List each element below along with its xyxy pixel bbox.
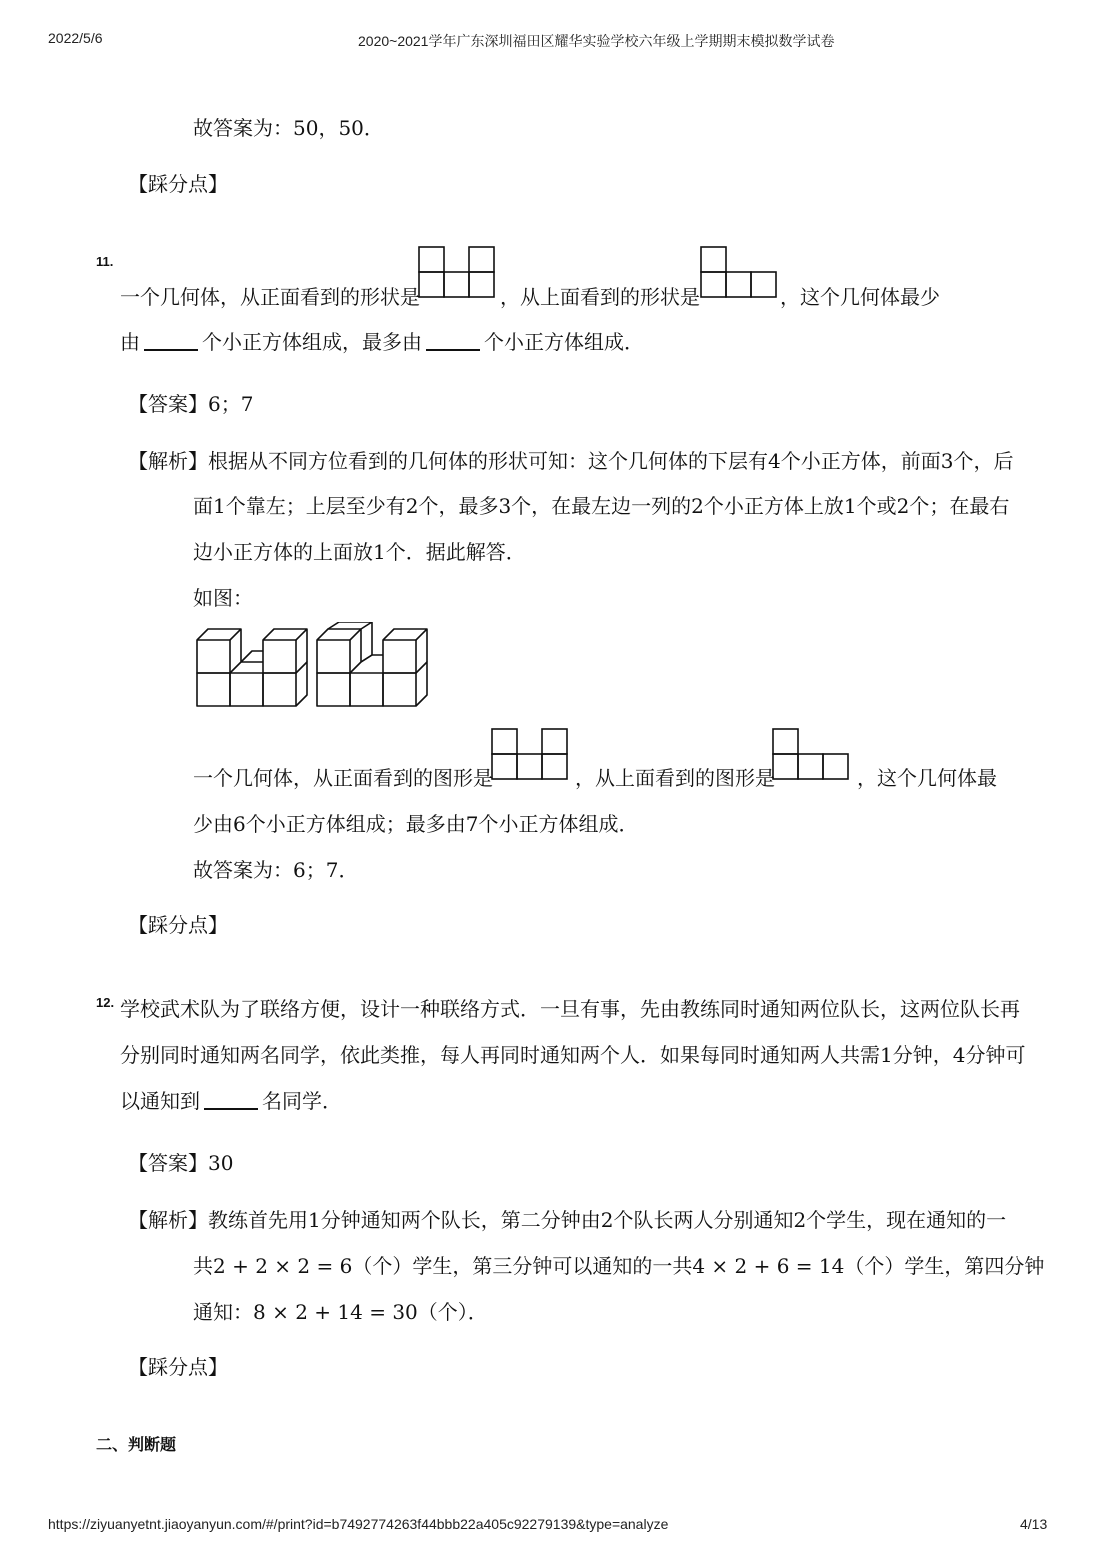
analysis-line: 【解析】教练首先用1分钟通知两个队长，第二分钟由2个队长两人分别通知2个学生，现在通知的一 [128, 1208, 1007, 1232]
points-label: 【踩分点】 [128, 913, 228, 937]
summary-part: 一个几何体，从正面看到的图形是 [193, 766, 493, 790]
question-text-part: ，这个几何体最少 [780, 285, 940, 309]
points-label: 【踩分点】 [128, 1355, 228, 1379]
top-view-figure [772, 728, 852, 782]
analysis-line: 边小正方体的上面放1个．据此解答． [193, 540, 526, 564]
question-number: 12. [96, 995, 115, 1010]
points-label: 【踩分点】 [128, 172, 228, 196]
analysis-line: 通知：8 × 2 + 14 = 30（个）． [193, 1300, 488, 1324]
front-view-figure [491, 728, 571, 782]
question-text-part: 以通知到 [120, 1089, 200, 1113]
question-text-part: 个小正方体组成． [484, 330, 644, 354]
question-text-part: 名同学． [262, 1089, 342, 1113]
analysis-line: 共2 + 2 × 2 = 6（个）学生，第三分钟可以通知的一共4 × 2 + 6 = 14（个）学生，第四分钟 [193, 1254, 1045, 1278]
document-title: 2020~2021学年广东深圳福田区耀华实验学校六年级上学期期末模拟数学试卷 [358, 33, 835, 49]
question-number: 11. [96, 254, 114, 269]
summary-part: ，从上面看到的图形是 [575, 766, 775, 790]
top-view-figure [700, 246, 780, 300]
question-text [120, 285, 940, 309]
page-number: 4/13 [1020, 1516, 1048, 1532]
answer-blank [204, 1090, 258, 1110]
summary-part: ，这个几何体最 [857, 766, 997, 790]
source-url[interactable]: https://ziyuanyetnt.jiaoyanyun.com/#/print?id=b7492774263f44bbb22a405c92279139&type=analyze [48, 1516, 669, 1532]
question-text-part: 个小正方体组成，最多由 [202, 330, 422, 354]
question-text: 学校武术队为了联络方便，设计一种联络方式．一旦有事，先由教练同时通知两位队长，这两位队长再 [120, 997, 1020, 1021]
answer-blank [144, 331, 198, 351]
question-text-part: 一个几何体，从正面看到的形状是 [120, 285, 420, 309]
summary-line [193, 766, 997, 790]
question-text-line3 [120, 1089, 342, 1113]
answer-label: 【答案】6；7 [128, 392, 254, 416]
question-text-line2 [120, 330, 644, 354]
question-text: 分别同时通知两名同学，依此类推，每人再同时通知两个人．如果每同时通知两人共需1分钟，4分钟可 [120, 1043, 1026, 1067]
cube-arrangement-figure [195, 622, 435, 710]
answer-label: 【答案】30 [128, 1151, 234, 1175]
analysis-line: 面1个靠左；上层至少有2个，最多3个，在最左边一列的2个小正方体上放1个或2个；在最右 [193, 494, 1010, 518]
figure-caption: 如图： [193, 586, 253, 610]
front-view-figure [418, 246, 498, 300]
print-date: 2022/5/6 [48, 30, 103, 46]
analysis-line: 【解析】根据从不同方位看到的几何体的形状可知：这个几何体的下层有4个小正方体，前面3个，后 [128, 449, 1014, 473]
question-text-part: 由 [120, 330, 140, 354]
question-text-part: ，从上面看到的形状是 [500, 285, 700, 309]
answer-blank [426, 331, 480, 351]
section-heading: 二、判断题 [96, 1437, 177, 1454]
answer-line: 故答案为：50，50． [193, 116, 384, 140]
summary-line: 少由6个小正方体组成；最多由7个小正方体组成． [193, 812, 639, 836]
final-answer: 故答案为：6；7． [193, 858, 359, 882]
